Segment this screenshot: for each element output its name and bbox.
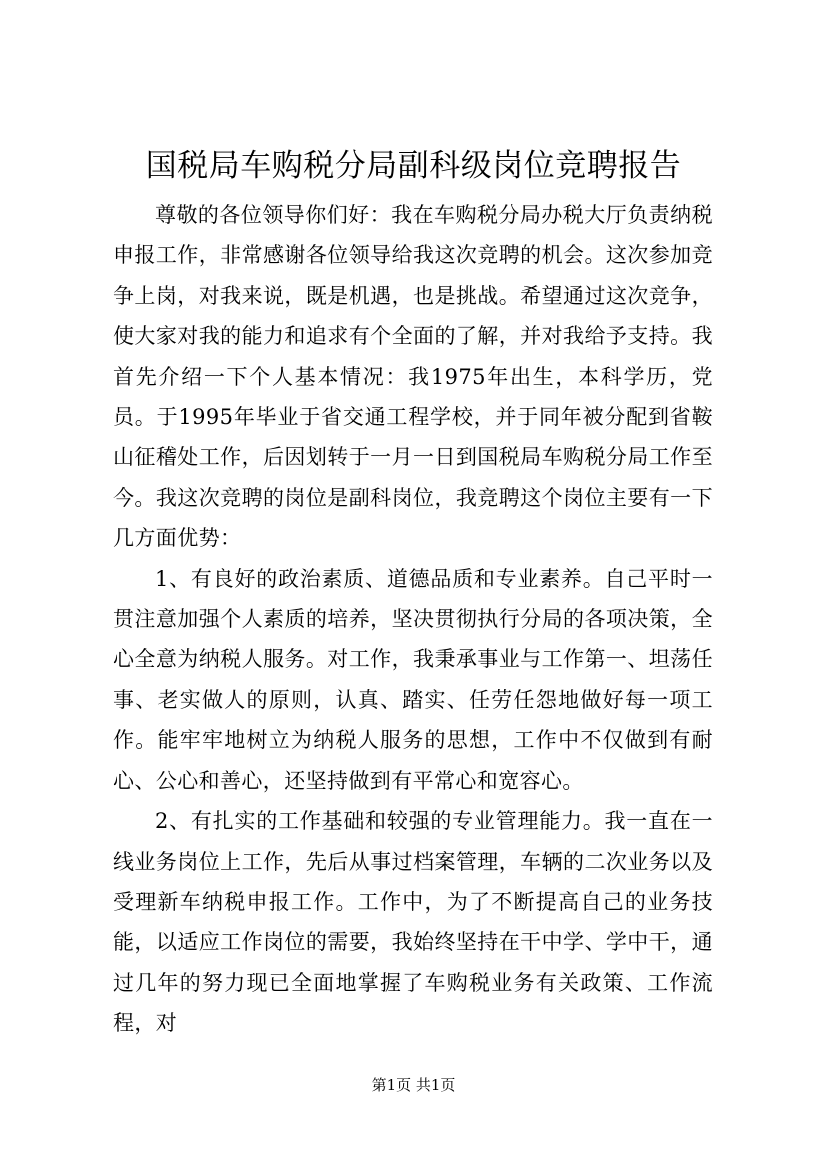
document-body bbox=[113, 195, 713, 1044]
page-footer: 第1页 共1页 bbox=[371, 1076, 456, 1094]
paragraph-point-1: 1、有良好的政治素质、道德品质和专业素养。自己平时一贯注意加强个人素质的培养，坚决贯彻执行分局的各项决策，全心全意为纳税人服务。对工作，我秉承事业与工作第一、坦荡任事、老实做人的原则，认真、踏实、任劳任怨地做好每一项工作。能牢牢地树立为纳税人服务的思想，工作中不仅做到有耐心、公心和善心，还坚持做到有平常心和宽容心。 bbox=[113, 566, 713, 793]
paragraph-intro: 尊敬的各位领导你们好：我在车购税分局办税大厅负责纳税申报工作，非常感谢各位领导给我这次竞聘的机会。这次参加竞争上岗，对我来说，既是机遇，也是挑战。希望通过这次竞争，使大家对我的能力和追求有个全面的了解，并对我给予支持。我首先介绍一下个人基本情况：我1975年出生，本科学历，党员。于1995年毕业于省交通工程学校，并于同年被分配到省鞍山征稽处工作，后因划转于一月一日到国税局车购税分局工作至今。我这次竞聘的岗位是副科岗位，我竞聘这个岗位主要有一下几方面优势： bbox=[113, 203, 713, 551]
paragraph-point-2: 2、有扎实的工作基础和较强的专业管理能力。我一直在一线业务岗位上工作，先后从事过档案管理，车辆的二次业务以及受理新车纳税申报工作。工作中，为了不断提高自己的业务技能，以适应工作岗位的需要，我始终坚持在干中学、学中干，通过几年的努力现已全面地掌握了车购税业务有关政策、工作流程，对 bbox=[113, 809, 713, 1036]
document-title: 国税局车购税分局副科级岗位竞聘报告 bbox=[145, 148, 682, 184]
